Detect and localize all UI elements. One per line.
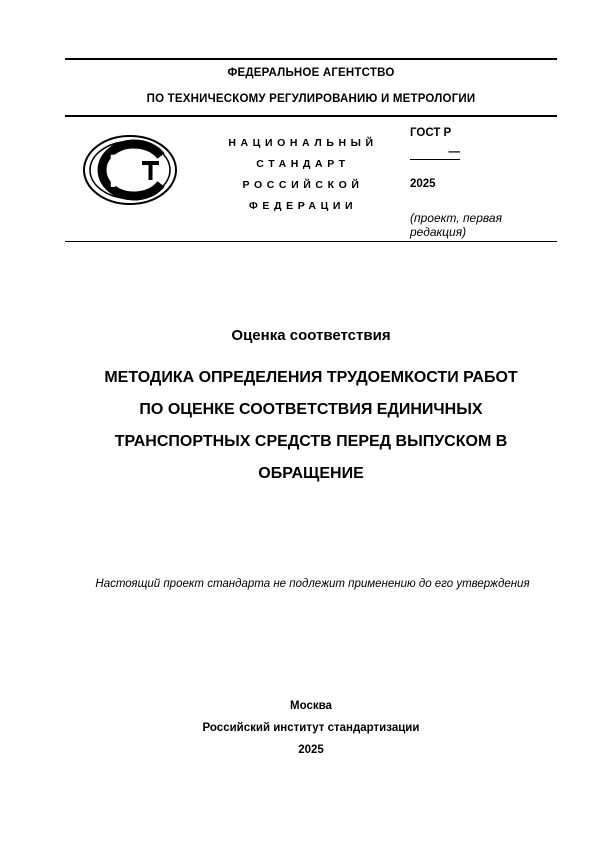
document-title-line-2: ПО ОЦЕНКЕ СООТВЕТСТВИЯ ЕДИНИЧНЫХ xyxy=(139,401,483,418)
standard-label-line-4: ФЕДЕРАЦИИ xyxy=(248,200,358,212)
document-title-line-3: ТРАНСПОРТНЫХ СРЕДСТВ ПЕРЕД ВЫПУСКОМ В xyxy=(114,433,508,450)
agency-name-line-1: ФЕДЕРАЛЬНОЕ АГЕНТСТВО xyxy=(227,67,395,79)
document-title-line-1: МЕТОДИКА ОПРЕДЕЛЕНИЯ ТРУДОЕМКОСТИ РАБОТ xyxy=(104,369,518,386)
standard-label-line-1: НАЦИОНАЛЬНЫЙ xyxy=(228,137,378,149)
rst-certification-mark-icon xyxy=(82,134,178,206)
agency-name-line-2: ПО ТЕХНИЧЕСКОМУ РЕГУЛИРОВАНИЮ И МЕТРОЛОГИИ xyxy=(146,93,476,105)
draft-notice: Настоящий проект стандарта не подлежит применению до его утверждения xyxy=(95,578,530,590)
document-title-line-4: ОБРАЩЕНИЕ xyxy=(258,465,364,482)
gost-year: 2025 xyxy=(410,178,436,190)
header-bottom-rule xyxy=(65,241,557,242)
gost-code: ГОСТ Р xyxy=(410,127,452,139)
standard-label-line-3: РОССИЙСКОЙ xyxy=(242,179,364,191)
gost-number: — xyxy=(410,145,460,160)
gost-draft-status: (проект, первая редакция) xyxy=(410,211,502,239)
footer-city: Москва xyxy=(290,700,332,712)
footer-year: 2025 xyxy=(298,744,324,756)
standard-label-line-2: СТАНДАРТ xyxy=(256,158,350,170)
document-subject: Оценка соответствия xyxy=(231,327,391,344)
header-middle-rule xyxy=(65,115,557,117)
header-top-rule xyxy=(65,58,557,60)
footer-publisher: Российский институт стандартизации xyxy=(202,722,420,734)
